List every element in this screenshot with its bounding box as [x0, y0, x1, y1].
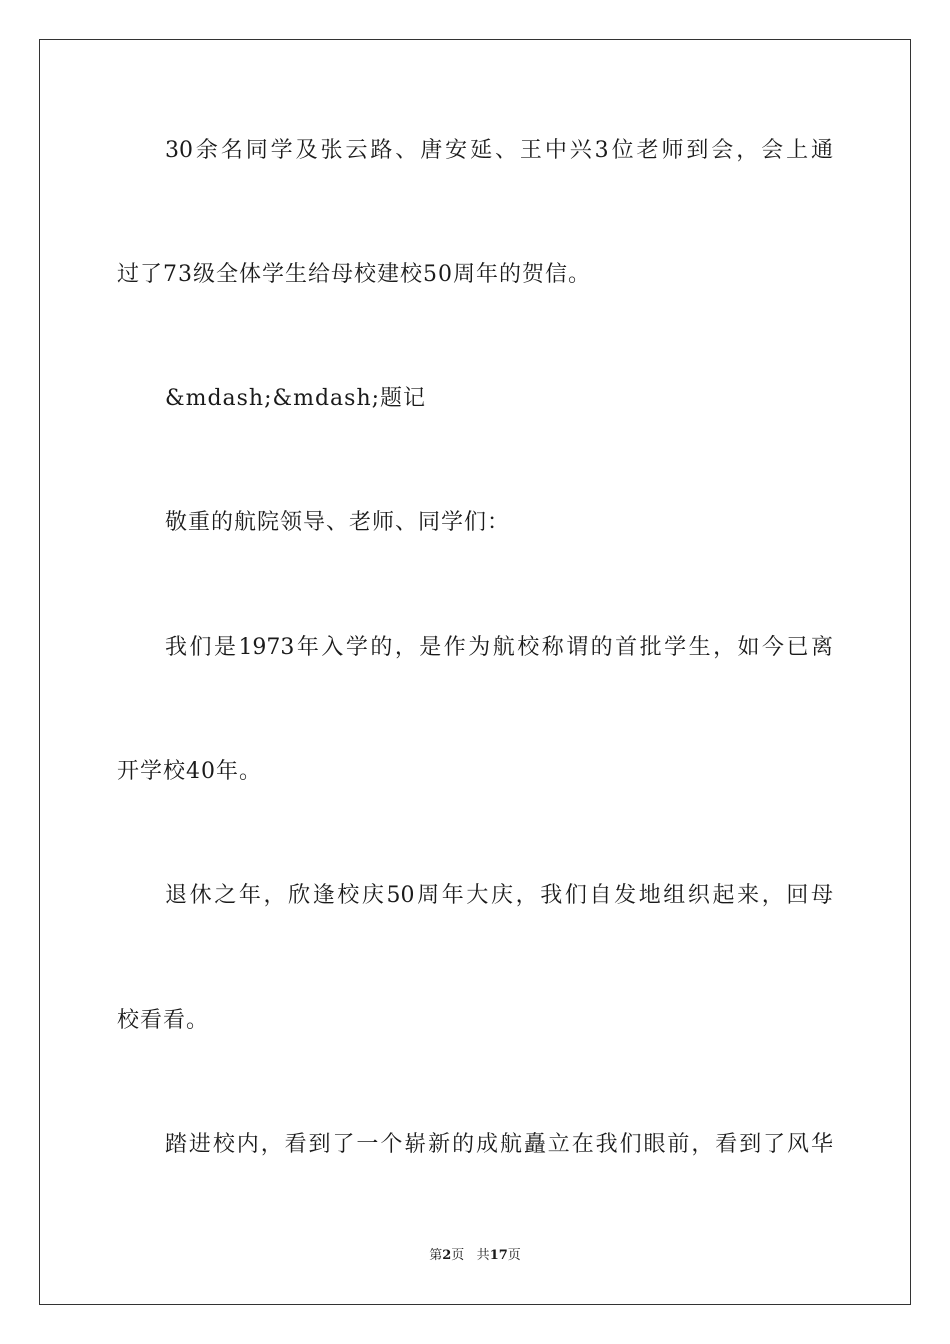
body-line-6: 开学校40年。	[117, 759, 262, 784]
footer-page-suffix: 页	[451, 1248, 465, 1263]
body-line-1: 30余名同学及张云路、唐安延、王中兴3位老师到会，会上通	[165, 138, 833, 163]
footer-total-suffix: 页	[507, 1248, 521, 1263]
body-line-8: 校看看。	[117, 1008, 210, 1033]
footer-page-prefix: 第	[429, 1248, 443, 1263]
footer-total-pages: 17	[489, 1248, 508, 1263]
footer-page-number: 2	[442, 1248, 452, 1263]
body-line-9: 踏进校内，看到了一个崭新的成航矗立在我们眼前，看到了风华	[165, 1132, 833, 1157]
page-footer	[0, 1247, 950, 1265]
body-line-7: 退休之年，欣逢校庆50周年大庆，我们自发地组织起来，回母	[165, 883, 833, 908]
body-line-5: 我们是1973年入学的，是作为航校称谓的首批学生，如今已离	[165, 635, 833, 660]
epigraph-line: &mdash;&mdash;题记	[165, 386, 427, 411]
footer-total-prefix: 共	[476, 1248, 490, 1263]
body-line-2: 过了73级全体学生给母校建校50周年的贺信。	[117, 262, 591, 287]
page-border	[39, 39, 911, 1305]
salutation-line: 敬重的航院领导、老师、同学们：	[165, 510, 511, 535]
